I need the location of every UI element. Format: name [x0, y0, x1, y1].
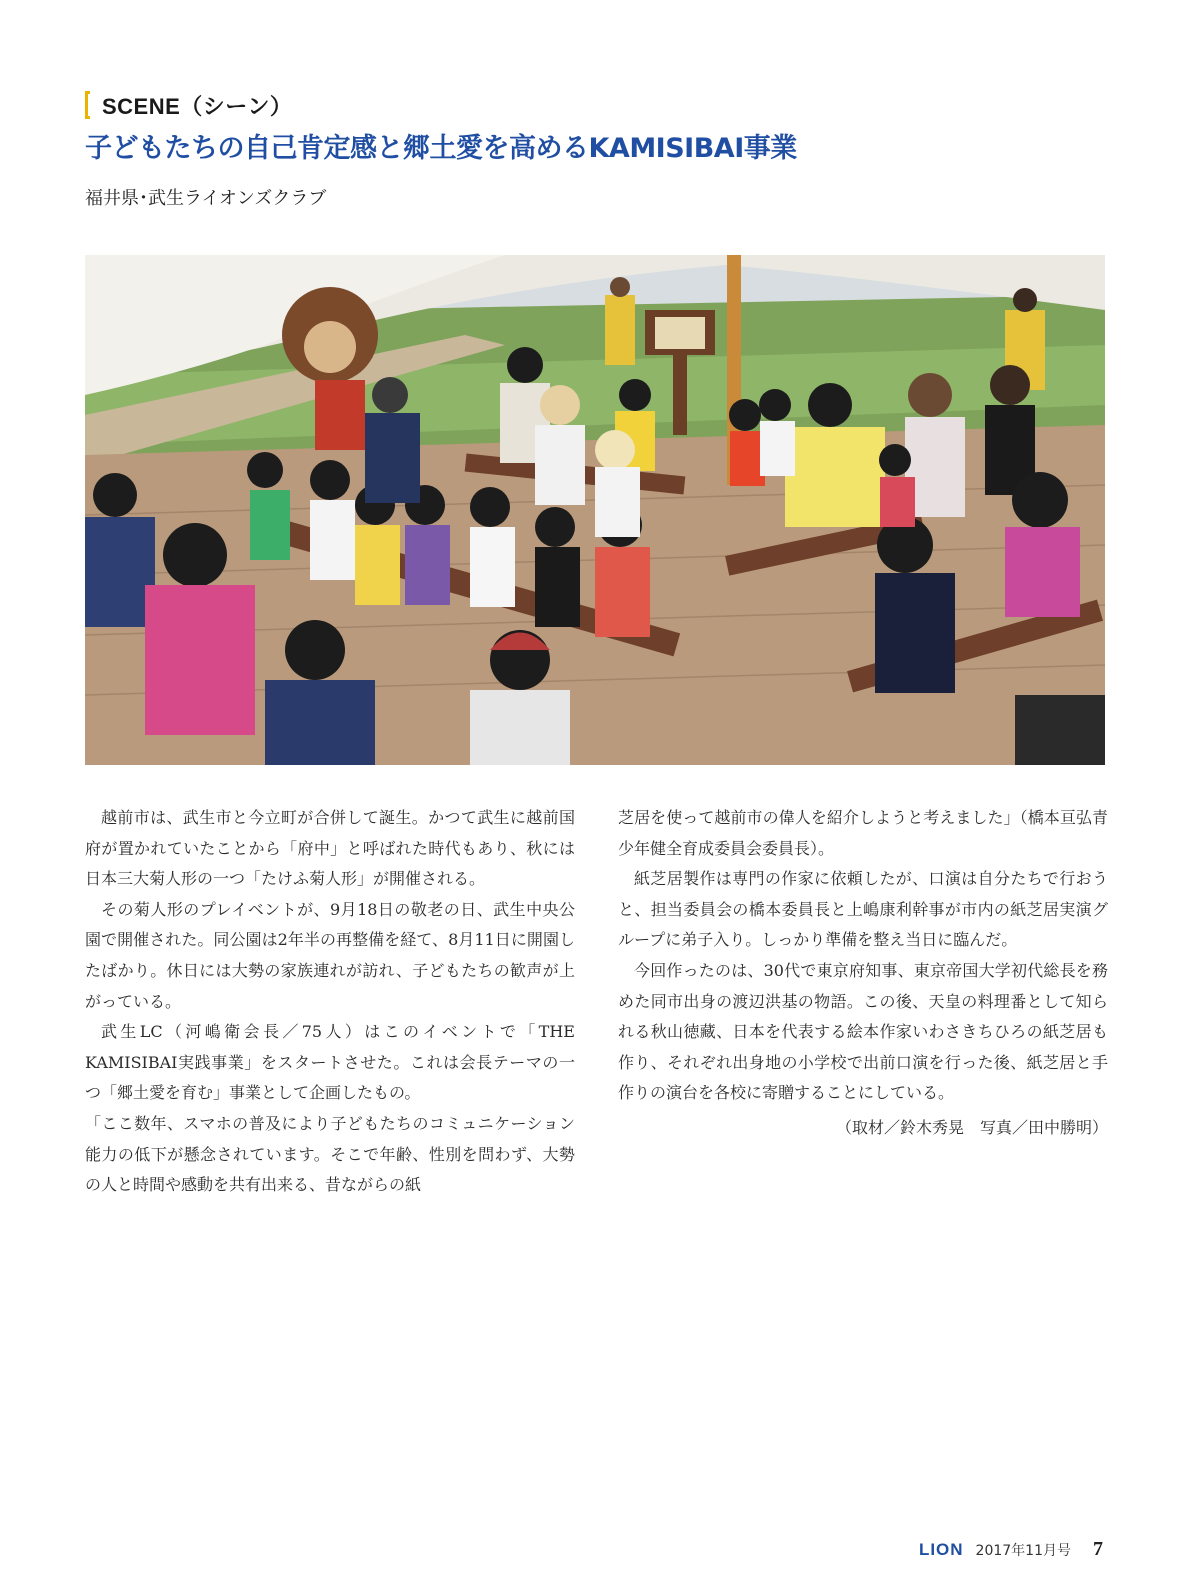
- photo-credit: （取材／鈴木秀晃 写真／田中勝明）: [835, 1117, 1108, 1137]
- magazine-brand: LION: [918, 1540, 964, 1559]
- page-footer: [919, 1538, 1103, 1561]
- paragraph: 今回作ったのは、30代で東京府知事、東京帝国大学初代総長を務めた同市出身の渡辺洪基の物語。この後、天皇の料理番として知られる秋山徳藏、日本を代表する絵本作家いわさきちひろの紙芝居も作り、それぞれ出身地の小学校で出前口演を行った後、紙芝居と手作りの演台を各校に寄贈することにしている。: [618, 960, 1108, 1103]
- paragraph: 紙芝居製作は専門の作家に依頼したが、口演は自分たちで行おうと、担当委員会の橋本委員長と上嶋康利幹事が市内の紙芝居実演グループに弟子入り。しっかり準備を整え当日に臨んだ。: [618, 869, 1108, 950]
- article-column-left: [85, 803, 575, 1201]
- paragraph: その菊人形のプレイベントが、9月18日の敬老の日、武生中央公園で開催された。同公園は2年半の再整備を経て、8月11日に開園したばかり。休日には大勢の家族連れが訪れ、子どもたちの歓声が上がっている。: [85, 899, 575, 1011]
- paragraph: 「ここ数年、スマホの普及により子どもたちのコミュニケーション能力の低下が懸念されています。そこで年齢、性別を問わず、大勢の人と時間や感動を共有出来る、昔ながらの紙: [85, 1113, 575, 1195]
- event-photo: [85, 255, 1105, 765]
- issue-date: 2017年11月号: [975, 1543, 1071, 1559]
- article-column-right: [618, 803, 1108, 1144]
- club-name: 福井県･武生ライオンズクラブ: [85, 188, 327, 209]
- paragraph: 武生LC（河嶋衛会長／75人）はこのイベントで「THE KAMISIBAI実践事業」をスタートさせた。これは会長テーマの一つ「郷土愛を育む」事業として企画したもの。: [85, 1022, 575, 1103]
- section-bracket-icon: [85, 91, 90, 119]
- article-headline: 子どもたちの自己肯定感と郷土愛を高めるKAMISIBAI事業: [85, 133, 797, 164]
- paragraph: 越前市は、武生市と今立町が合併して誕生。かつて武生に越前国府が置かれていたことから「府中」と呼ばれた時代もあり、秋には日本三大菊人形の一つ「たけふ菊人形」が開催される。: [85, 808, 575, 889]
- section-label: SCENE（シーン）: [102, 93, 293, 119]
- paragraph: 芝居を使って越前市の偉人を紹介しようと考えました」（橋本亘弘青少年健全育成委員会委員長）。: [618, 808, 1108, 858]
- page-number: 7: [1093, 1538, 1103, 1560]
- section-tag: [85, 88, 292, 122]
- photo-of-kamishibai-event-icon: [85, 255, 1105, 765]
